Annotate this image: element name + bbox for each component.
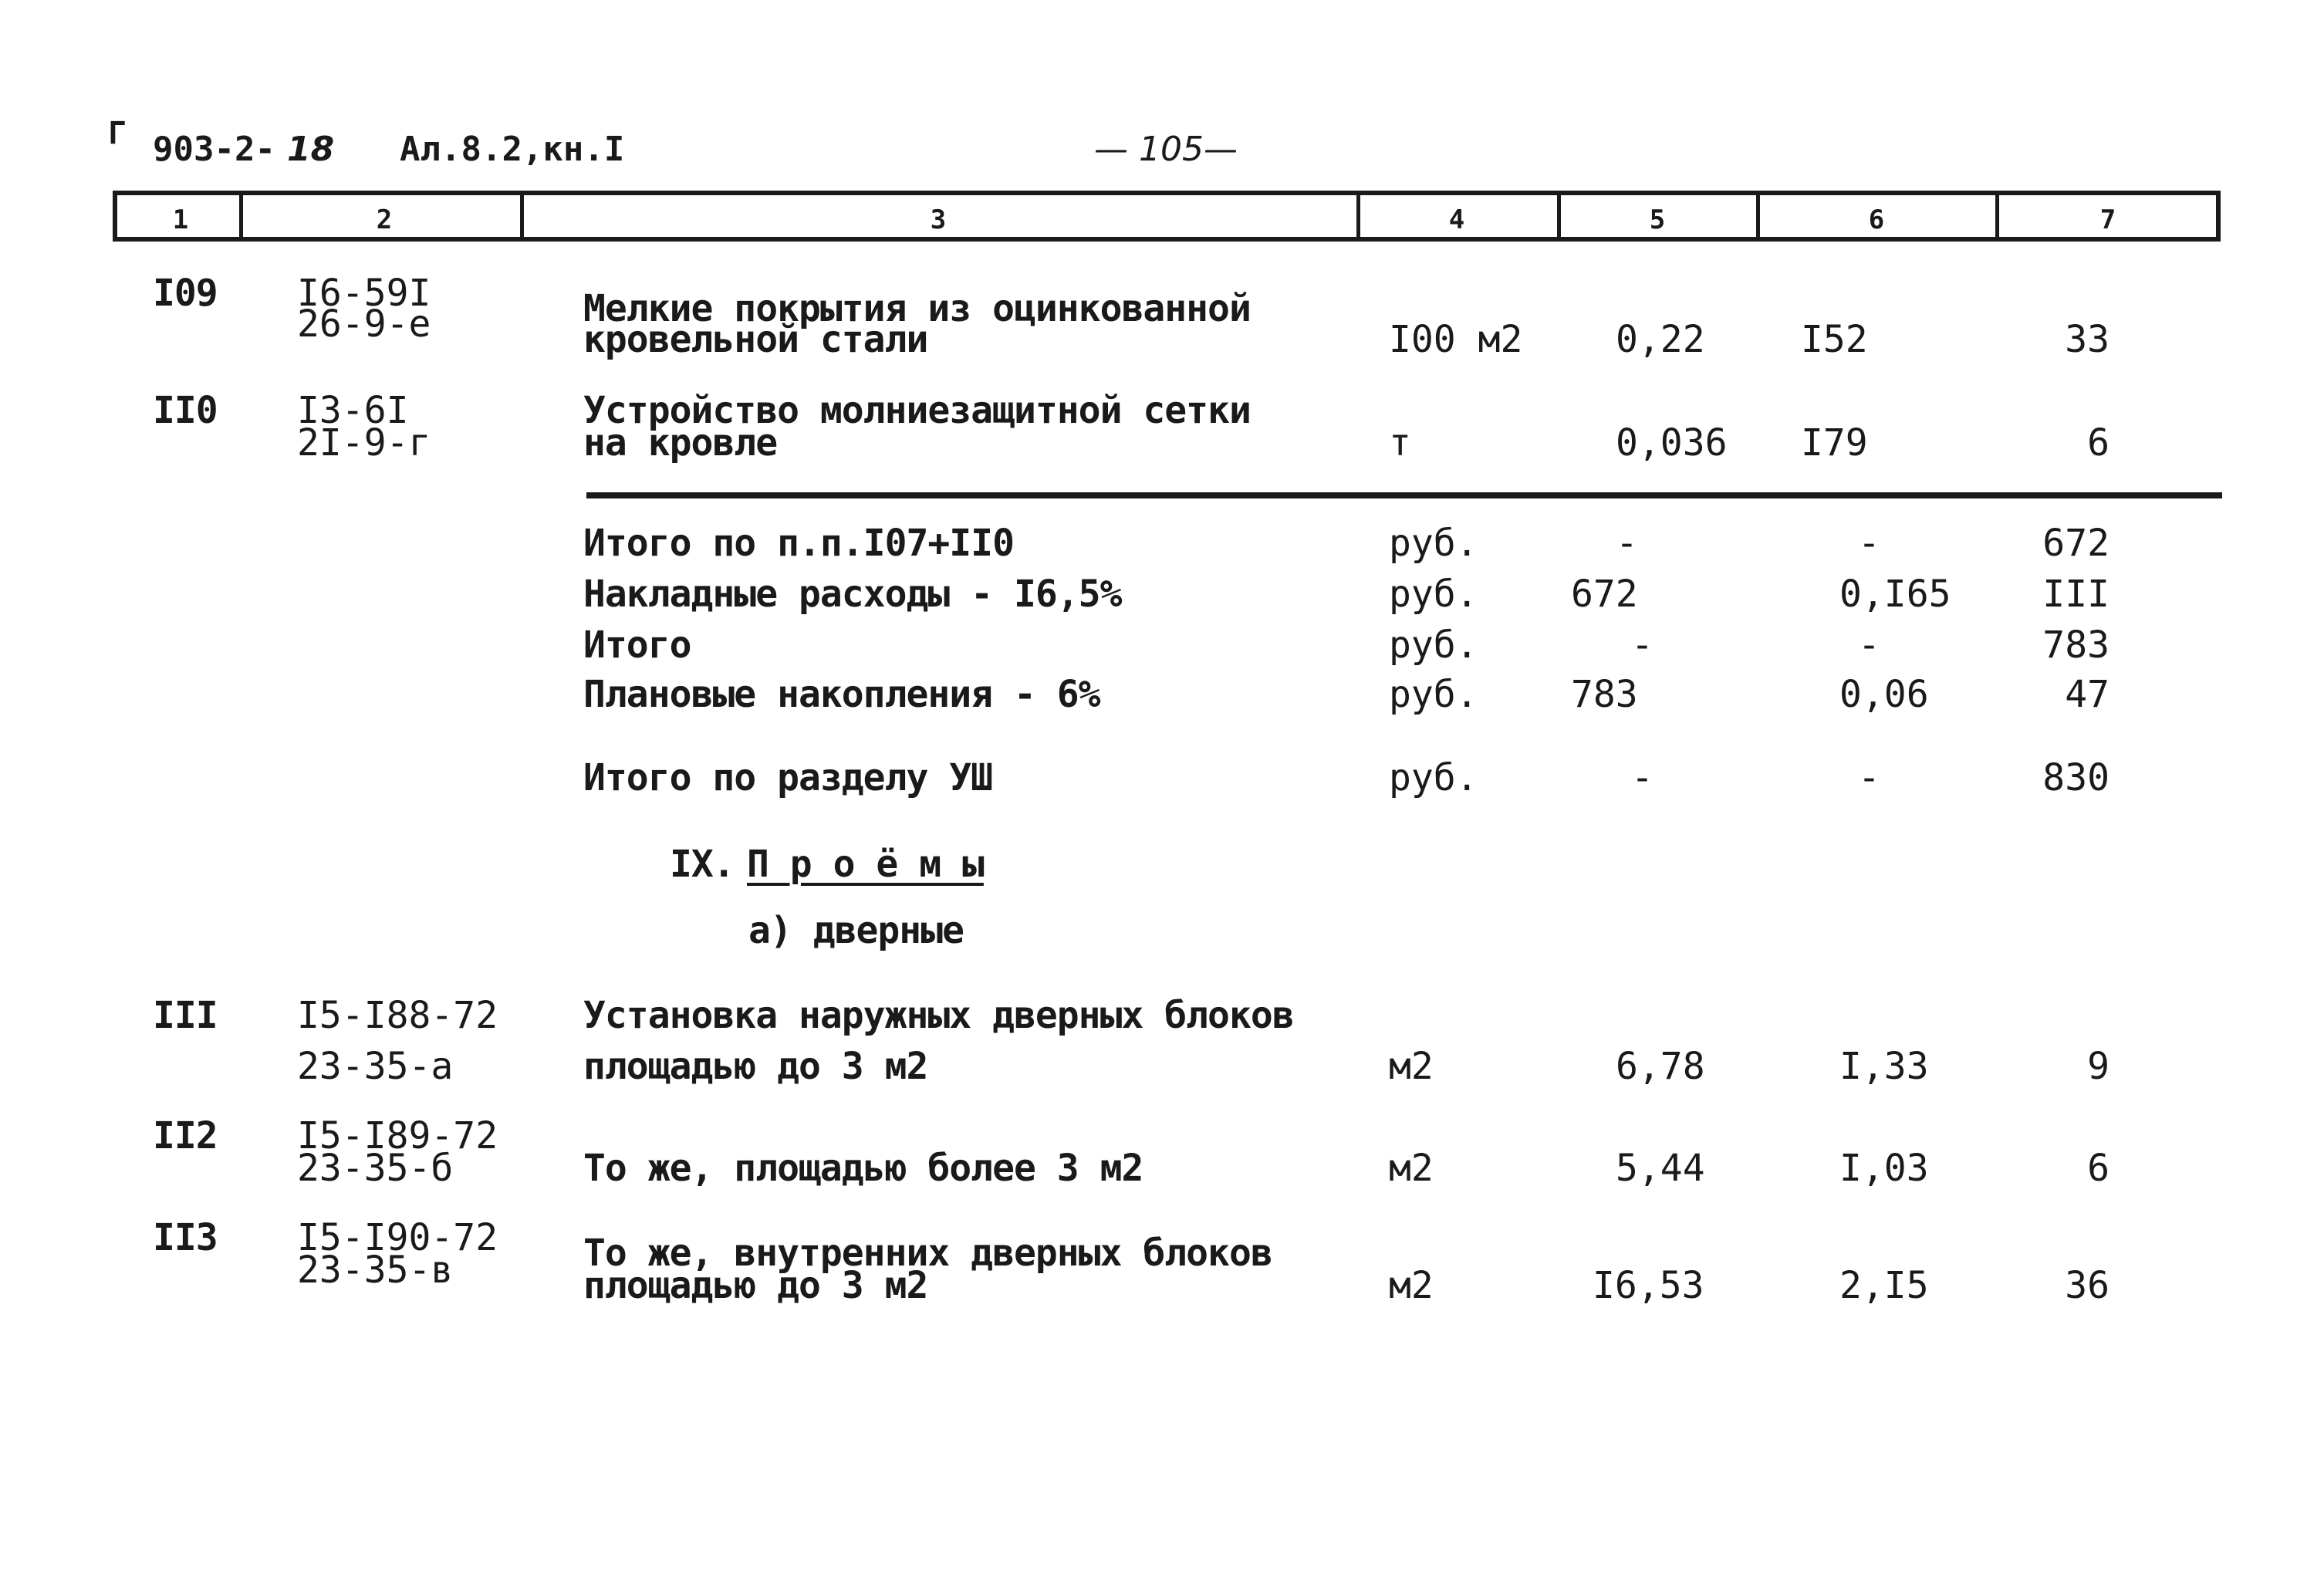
norm-code: I6-59I [297,272,431,315]
unit: т [1389,421,1411,465]
summary-base: 672 [1571,573,1638,616]
quantity: 6,78 [1616,1045,1705,1088]
work-description: Мелкие покрытия из оцинкованной [583,287,1251,330]
summary-base: - [1616,522,1638,565]
summary-unit: руб. [1389,673,1478,716]
corner-mark: Г [108,116,127,151]
page-number: — 105— [1094,130,1238,169]
summary-total: III [2042,573,2110,616]
column-number: 4 [1448,204,1465,235]
work-description: кровельной стали [583,318,928,361]
column-number: 1 [172,204,189,235]
unit-price: I79 [1801,421,1868,465]
work-description: площадью до 3 м2 [583,1264,928,1307]
summary-total: 783 [2042,623,2110,667]
work-description: Устройство молниезащитной сетки [583,389,1251,432]
work-description: площадью до 3 м2 [583,1045,928,1088]
price-code: 26-9-е [297,302,431,346]
summary-unit: руб. [1389,756,1478,799]
price-code: 23-35-б [297,1147,454,1190]
summary-rate: - [1858,522,1880,565]
summary-rate: 0,06 [1839,673,1929,716]
summary-divider [586,492,2222,498]
work-description: Установка наружных дверных блоков [583,994,1294,1037]
row-number: II2 [153,1114,218,1157]
summary-unit: руб. [1389,623,1478,667]
unit: м2 [1389,1045,1434,1088]
unit-price: I,33 [1839,1045,1929,1088]
price-code: 23-35-в [297,1249,454,1292]
norm-code: I5-I88-72 [297,994,498,1037]
summary-base: 783 [1571,673,1638,716]
row-number: II3 [153,1216,218,1259]
row-number: III [153,994,218,1037]
price-code: 2I-9-г [297,421,431,465]
norm-code: I5-I89-72 [297,1114,498,1157]
summary-label: Итого по разделу УШ [583,756,993,799]
summary-rate: - [1858,623,1880,667]
price-code: 23-35-а [297,1045,454,1088]
column-header-frame [113,191,2221,242]
total-cost: 36 [2065,1264,2110,1307]
unit-price: I,03 [1839,1147,1929,1190]
summary-unit: руб. [1389,573,1478,616]
work-description: на кровле [583,421,778,465]
total-cost: 6 [2087,421,2110,465]
summary-total: 830 [2042,756,2110,799]
unit: I00 м2 [1389,318,1523,361]
section-title: П р о ё м ы [747,843,984,886]
work-description: То же, внутренних дверных блоков [583,1232,1272,1275]
section-number: IX. [670,843,735,886]
unit: м2 [1389,1147,1434,1190]
section-subtitle: а) дверные [748,909,964,952]
total-cost: 6 [2087,1147,2110,1190]
work-description: То же, площадью более 3 м2 [583,1147,1143,1190]
total-cost: 9 [2087,1045,2110,1088]
total-cost: 33 [2065,318,2110,361]
unit-price: I52 [1801,318,1868,361]
summary-base: - [1631,623,1653,667]
column-number: 5 [1649,204,1666,235]
album-ref: Ал.8.2,кн.I [400,130,625,169]
summary-label: Итого по п.п.I07+II0 [583,522,1014,565]
doc-code-handwritten: 18 [287,130,335,169]
column-number: 7 [2099,204,2116,235]
unit-price: 2,I5 [1839,1264,1929,1307]
row-number: II0 [153,389,218,432]
quantity: I6,53 [1593,1264,1704,1307]
summary-label: Накладные расходы - I6,5% [583,573,1122,616]
summary-base: - [1631,756,1653,799]
norm-code: I5-I90-72 [297,1216,498,1259]
summary-rate: 0,I65 [1839,573,1951,616]
row-number: I09 [153,272,218,315]
unit: м2 [1389,1264,1434,1307]
quantity: 0,036 [1616,421,1728,465]
quantity: 5,44 [1616,1147,1705,1190]
summary-label: Итого [583,623,691,667]
quantity: 0,22 [1616,318,1705,361]
norm-code: I3-6I [297,389,409,432]
summary-label: Плановые накопления - 6% [583,673,1100,716]
summary-total: 47 [2065,673,2110,716]
column-number: 3 [930,204,947,235]
column-number: 2 [376,204,393,235]
column-number: 6 [1868,204,1885,235]
summary-total: 672 [2042,522,2110,565]
summary-rate: - [1858,756,1880,799]
doc-code: 903-2- [153,130,275,169]
summary-unit: руб. [1389,522,1478,565]
